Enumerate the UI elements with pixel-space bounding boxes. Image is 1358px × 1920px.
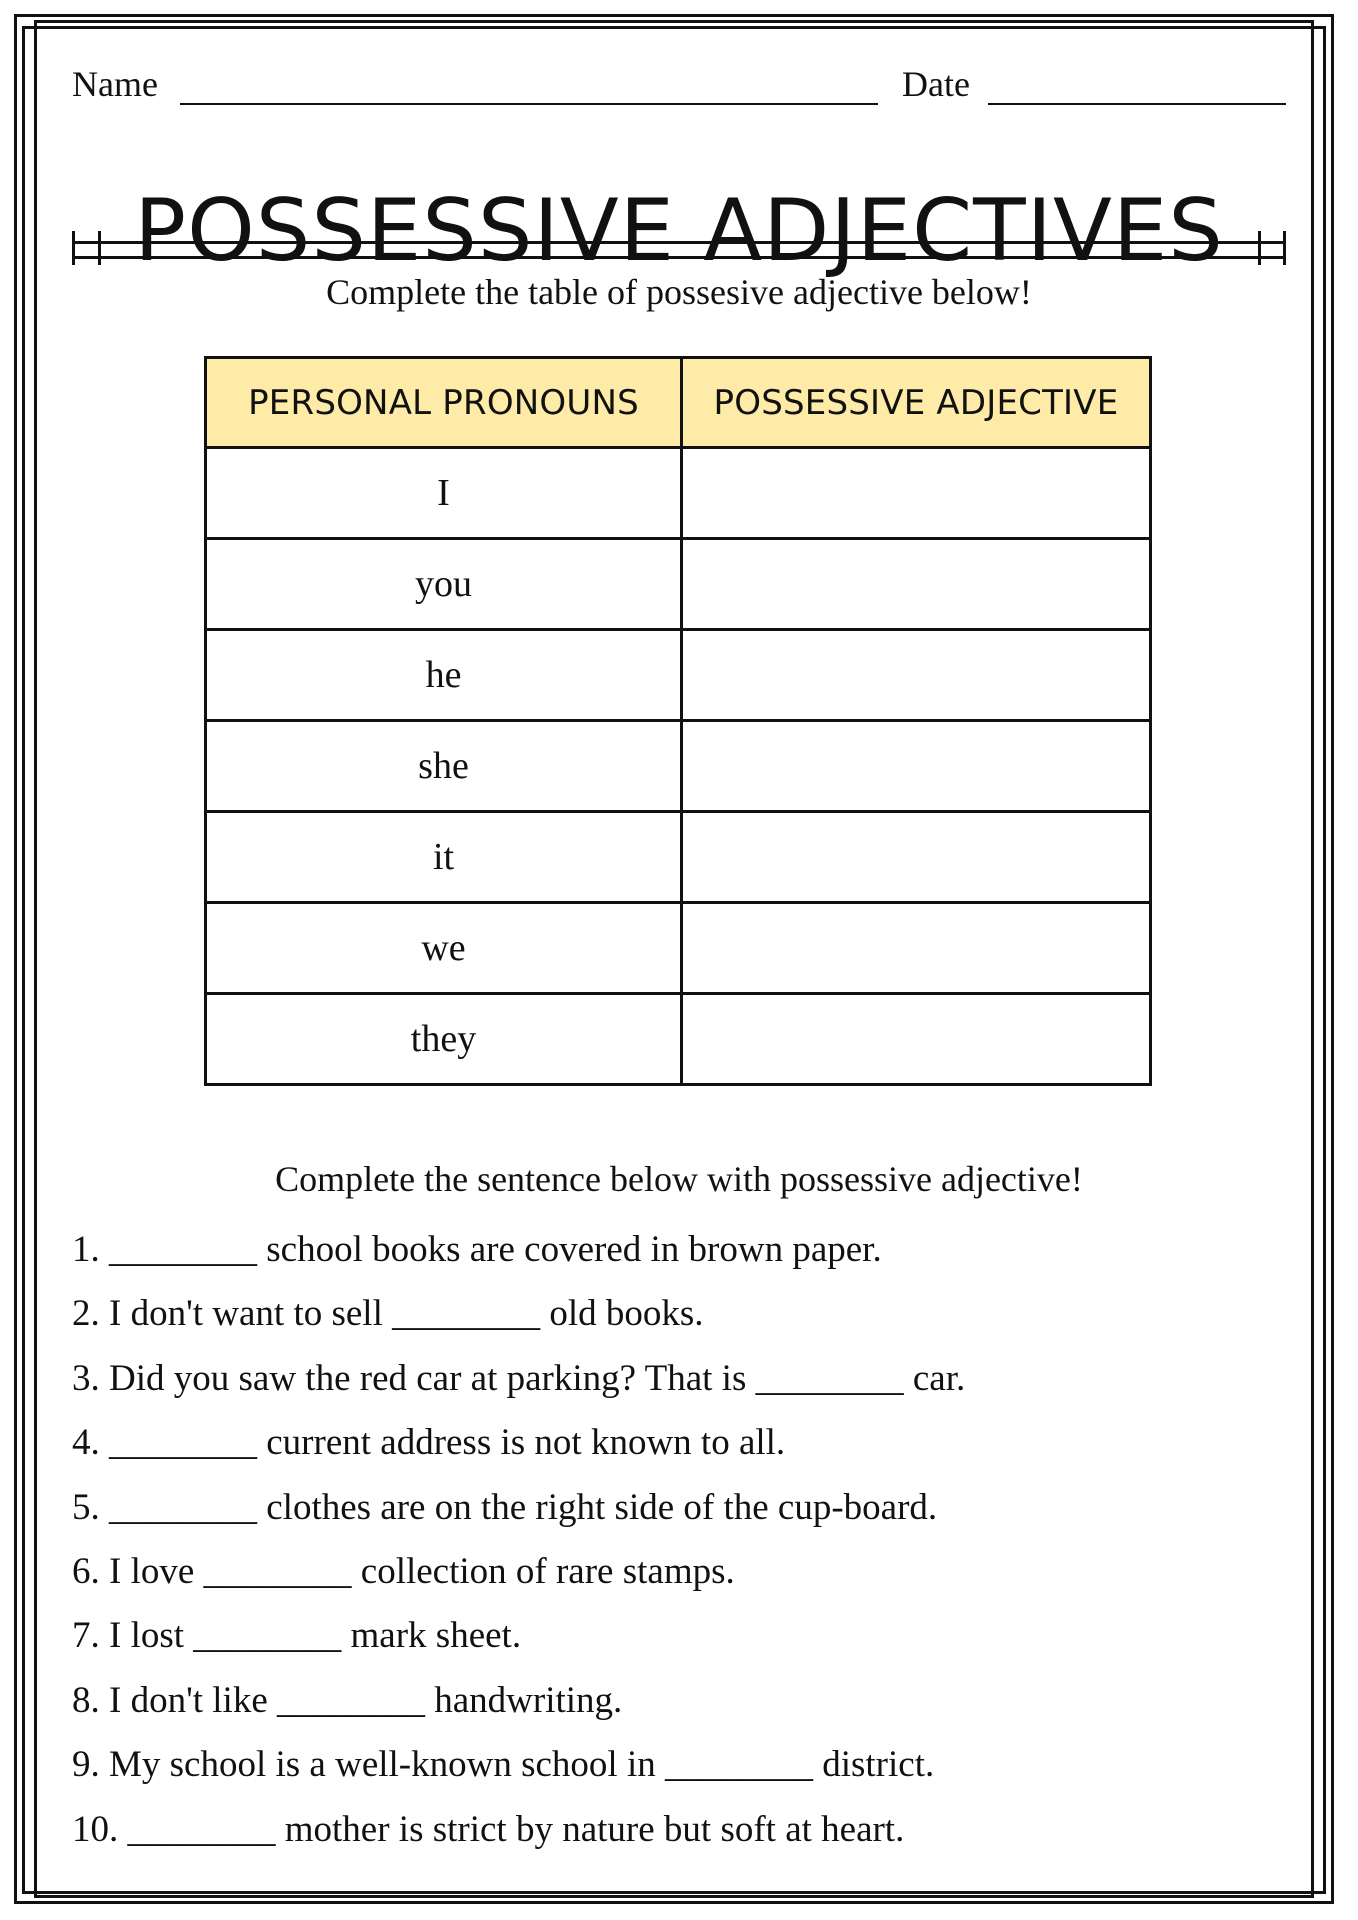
sentence-item[interactable]: 2. I don't want to sell ________ old books. [72,1293,704,1335]
sentence-item[interactable]: 9. My school is a well-known school in ________ district. [72,1744,935,1786]
answer-cell[interactable] [682,994,1151,1085]
date-field[interactable] [988,103,1286,105]
sentence-item[interactable]: 10. ________ mother is strict by nature but soft at heart. [72,1808,905,1850]
sentence-item[interactable]: 6. I love ________ collection of rare stamps. [72,1550,735,1592]
pronoun-cell: we [206,903,682,994]
table-row [206,448,1151,539]
sentence-item[interactable]: 4. ________ current address is not known to all. [72,1422,786,1464]
pronoun-cell: it [206,812,682,903]
name-label: Name [72,64,158,104]
sentence-item[interactable]: 1. ________ school books are covered in brown paper. [72,1229,882,1270]
sentence-item[interactable]: 3. Did you saw the red car at parking? That is ________ car. [72,1357,966,1399]
table-row [206,812,1151,903]
pronoun-cell: she [206,721,682,812]
pronoun-cell: he [206,630,682,721]
table-row [206,721,1151,812]
pronoun-table [204,356,1152,1086]
answer-cell[interactable] [682,812,1151,903]
pronoun-cell: they [206,994,682,1085]
column-header-possessive-adjective: POSSESSIVE ADJECTIVE [682,358,1151,448]
table-instruction: Complete the table of possesive adjective below! [326,272,1032,312]
sentence-item[interactable]: 7. I lost ________ mark sheet. [72,1615,522,1657]
column-header-personal-pronouns: PERSONAL PRONOUNS [206,358,682,448]
answer-cell[interactable] [682,448,1151,539]
table-row [206,630,1151,721]
answer-cell[interactable] [682,903,1151,994]
table-row [206,994,1151,1085]
sentences-instruction: Complete the sentence below with possessive adjective! [275,1159,1083,1199]
name-field[interactable] [180,103,878,105]
table-row [206,539,1151,630]
answer-cell[interactable] [682,630,1151,721]
page-title: POSSESSIVE ADJECTIVES [134,180,1224,281]
sentence-item[interactable]: 5. ________ clothes are on the right side of the cup-board. [72,1486,938,1528]
sentence-item[interactable]: 8. I don't like ________ handwriting. [72,1679,623,1721]
answer-cell[interactable] [682,539,1151,630]
sentence-list [72,1228,1286,1872]
pronoun-cell: I [206,448,682,539]
date-label: Date [902,64,970,104]
pronoun-cell: you [206,539,682,630]
answer-cell[interactable] [682,721,1151,812]
table-row [206,903,1151,994]
table-header-row [206,358,1151,448]
